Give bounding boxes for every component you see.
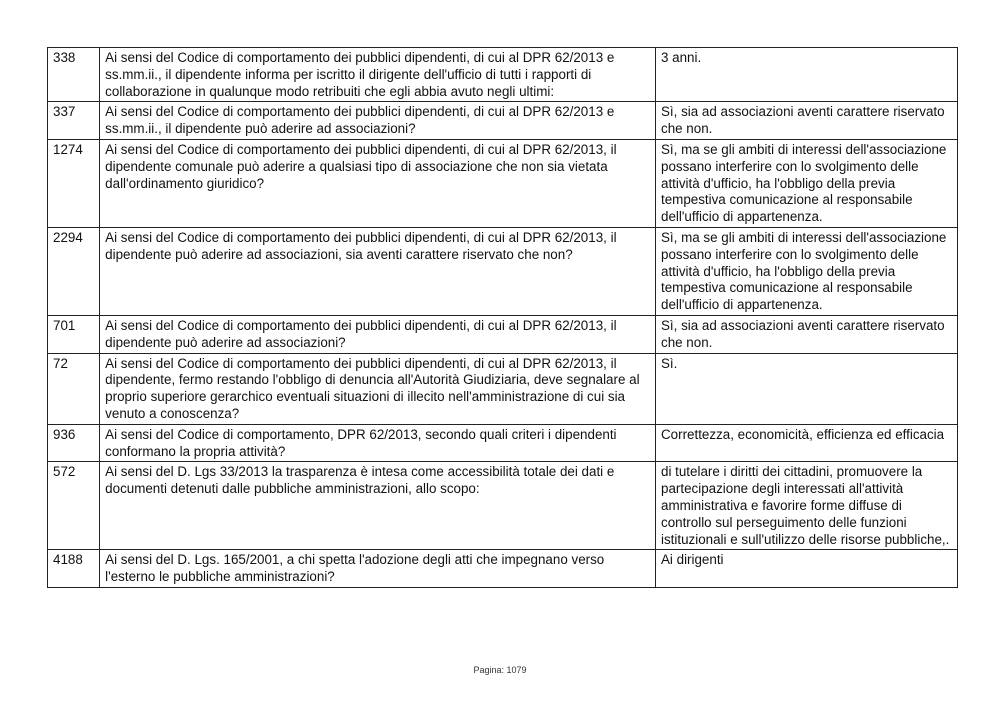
question-id: 701 bbox=[48, 315, 100, 353]
table-row bbox=[48, 139, 958, 227]
question-id: 337 bbox=[48, 102, 100, 140]
question-text: Ai sensi del Codice di comportamento dei pubblici dipendenti, di cui al DPR 62/2013, il dipendente comunale può aderire a qualsiasi tipo di associazione che non sia vietata dall'ordinamento giuridico? bbox=[100, 139, 656, 227]
table-row bbox=[48, 48, 958, 102]
question-text: Ai sensi del Codice di comportamento dei pubblici dipendenti, di cui al DPR 62/2013, il dipendente, fermo restando l'obbligo di denuncia all'Autorità Giudiziaria, deve segnalare al proprio superiore gerarchico eventuali situazioni di illecito nell'amministrazione di cui sia venuto a conoscenza? bbox=[100, 353, 656, 424]
table-row bbox=[48, 424, 958, 462]
question-text: Ai sensi del Codice di comportamento dei pubblici dipendenti, di cui al DPR 62/2013, il dipendente può aderire ad associazioni, sia aventi carattere riservato che non? bbox=[100, 227, 656, 315]
answer-text: Sì, ma se gli ambiti di interessi dell'associazione possano interferire con lo svolgimento delle attività d'ufficio, ha l'obbligo della previa tempestiva comunicazione al responsabile dell'ufficio di appartenenza. bbox=[656, 227, 958, 315]
question-id: 4188 bbox=[48, 550, 100, 588]
page-number: Pagina: 1079 bbox=[473, 665, 527, 675]
question-id: 2294 bbox=[48, 227, 100, 315]
table-row bbox=[48, 315, 958, 353]
question-id: 936 bbox=[48, 424, 100, 462]
answer-text: 3 anni. bbox=[656, 48, 958, 102]
table-row bbox=[48, 227, 958, 315]
answer-text: Sì, sia ad associazioni aventi carattere riservato che non. bbox=[656, 315, 958, 353]
table-row bbox=[48, 462, 958, 550]
question-id: 338 bbox=[48, 48, 100, 102]
answer-text: di tutelare i diritti dei cittadini, promuovere la partecipazione degli interessati all'attività amministrativa e favorire forme diffuse di controllo sul perseguimento delle funzioni istituzionali e sull'utilizzo delle risorse pubbliche,. bbox=[656, 462, 958, 550]
question-text: Ai sensi del Codice di comportamento dei pubblici dipendenti, di cui al DPR 62/2013 e ss.mm.ii., il dipendente può aderire ad associazioni? bbox=[100, 102, 656, 140]
question-id: 1274 bbox=[48, 139, 100, 227]
question-text: Ai sensi del D. Lgs 33/2013 la trasparenza è intesa come accessibilità totale dei dati e documenti detenuti dalle pubbliche amministrazioni, allo scopo: bbox=[100, 462, 656, 550]
answer-text: Sì. bbox=[656, 353, 958, 424]
table-row bbox=[48, 353, 958, 424]
question-text: Ai sensi del Codice di comportamento, DPR 62/2013, secondo quali criteri i dipendenti conformano la propria attività? bbox=[100, 424, 656, 462]
answer-text: Sì, ma se gli ambiti di interessi dell'associazione possano interferire con lo svolgimento delle attività d'ufficio, ha l'obbligo della previa tempestiva comunicazione al responsabile dell'ufficio di appartenenza. bbox=[656, 139, 958, 227]
question-text: Ai sensi del D. Lgs. 165/2001, a chi spetta l'adozione degli atti che impegnano verso l'esterno le pubbliche amministrazioni? bbox=[100, 550, 656, 588]
question-id: 572 bbox=[48, 462, 100, 550]
answer-text: Sì, sia ad associazioni aventi carattere riservato che non. bbox=[656, 102, 958, 140]
question-text: Ai sensi del Codice di comportamento dei pubblici dipendenti, di cui al DPR 62/2013 e ss.mm.ii., il dipendente informa per iscritto il dirigente dell'ufficio di tutti i rapporti di collaborazione in qualunque modo retribuiti che egli abbia avuto negli ultimi: bbox=[100, 48, 656, 102]
question-text: Ai sensi del Codice di comportamento dei pubblici dipendenti, di cui al DPR 62/2013, il dipendente può aderire ad associazioni? bbox=[100, 315, 656, 353]
question-id: 72 bbox=[48, 353, 100, 424]
table-row bbox=[48, 550, 958, 588]
question-table bbox=[47, 47, 958, 588]
answer-text: Ai dirigenti bbox=[656, 550, 958, 588]
answer-text: Correttezza, economicità, efficienza ed efficacia bbox=[656, 424, 958, 462]
table-row bbox=[48, 102, 958, 140]
